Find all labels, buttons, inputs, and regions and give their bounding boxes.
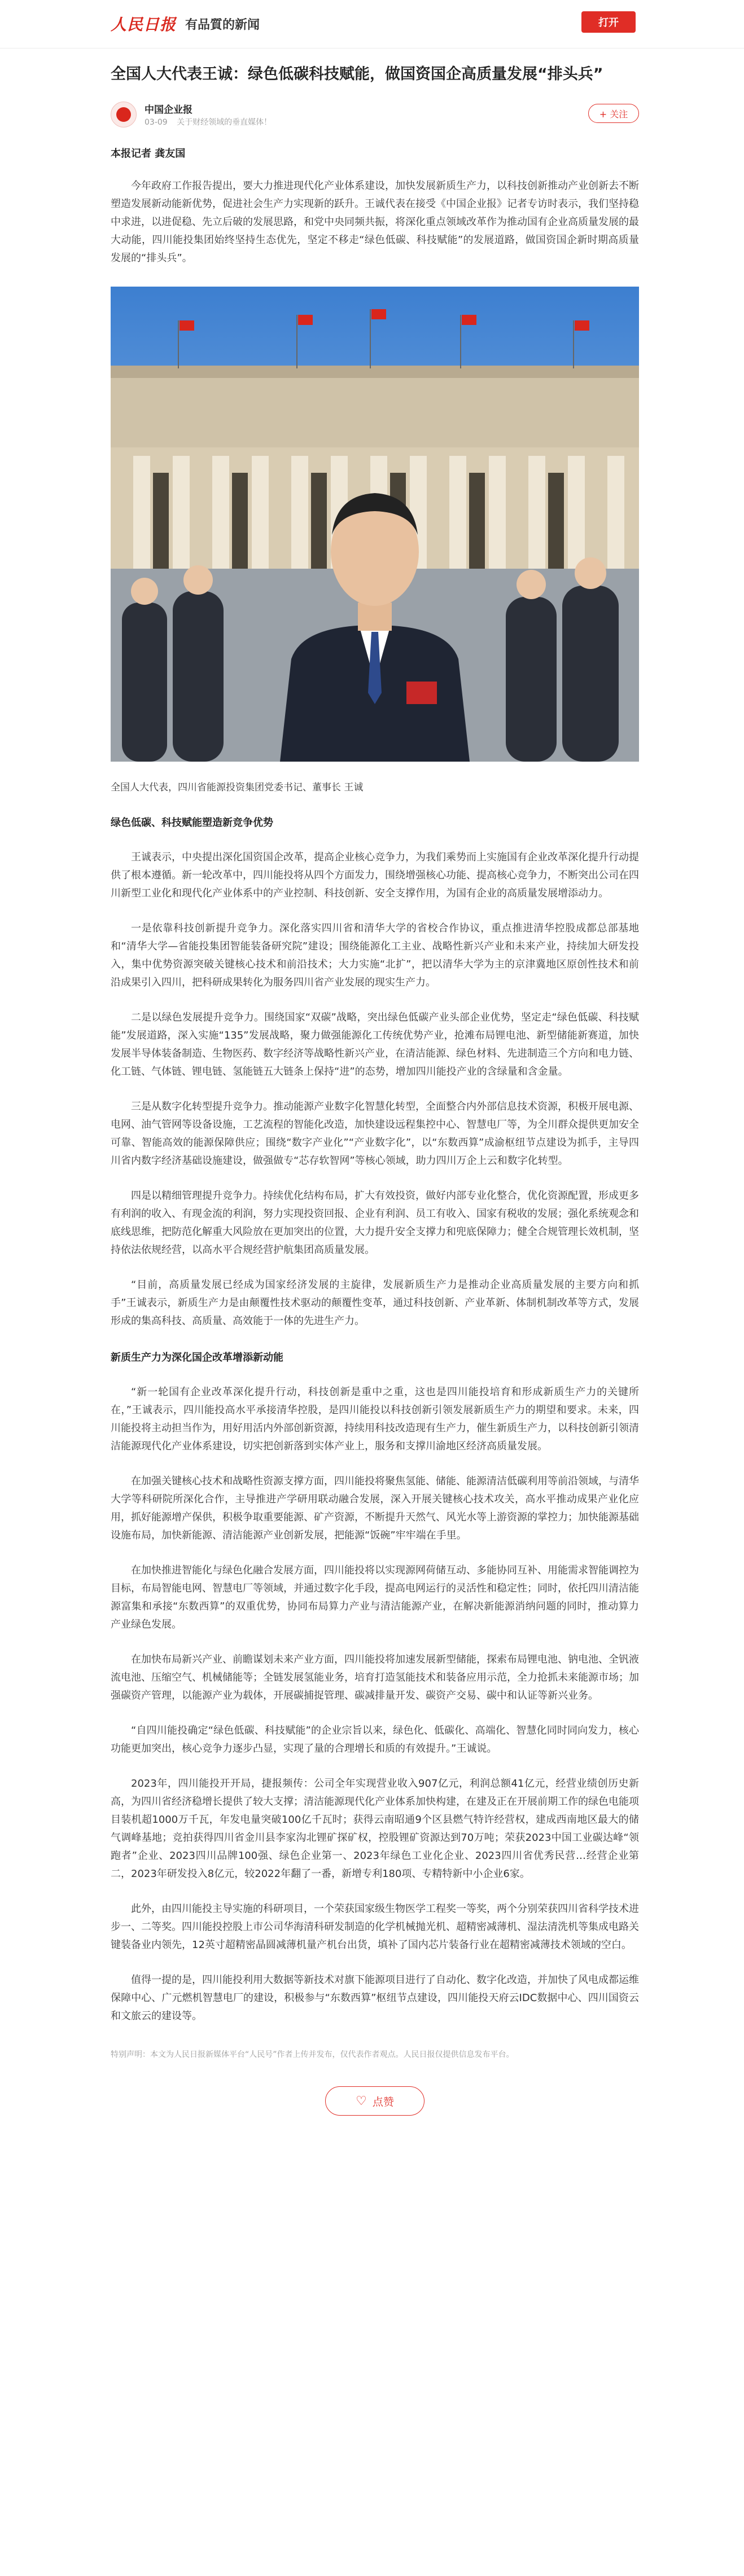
body-paragraph: 在加强关键核心技术和战略性资源支撑方面，四川能投将聚焦氢能、储能、能源清洁低碳利用等前沿领域，与清华大学等科研院所深化合作，主导推进产学研用联动融合发展，深入开展关键核心技术攻关，高水平推动成果产业化应用，抓好能源增产保供，积极争取重要能源、矿产资源，不断提升天然气、风光水等上游资源的掌控力；加快能源基础设施布局，加快新能源、清洁能源产业创新发展，把能源“饭碗”牢牢端在手里。 <box>111 1475 639 1541</box>
brand-logo: 人民日报 <box>111 15 177 34</box>
intro-paragraph: 今年政府工作报告提出，要大力推进现代化产业体系建设，加快发展新质生产力，以科技创新推动产业创新去不断塑造发展新动能新优势，促进社会生产力实现新的跃升。王诚代表在接受《中国企业报》记者专访时表示，我们坚持稳中求进，以进促稳、先立后破的发展思路，和党中央同频共振，将深化重点领域改革作为推动国有企业高质量发展的最大动能，四川能投集团始终坚持生态优先，坚定不移走“绿色低碳、科技赋能”的发展道路，做国资国企新时期高质量发展的“排头兵”。 <box>111 180 639 264</box>
body-paragraph: 三是从数字化转型提升竞争力。推动能源产业数字化智慧化转型，全面整合内外部信息技术资源，积极开展电源、电网、油气管网等设备设施，工艺流程的智能化改造，加快建设远程集控中心、智慧电厂等，为全川群众提供更加安全可靠、智能高效的能源保障供应；围绕“数字产业化”“产业数字化”，以“东数西算”成渝枢纽节点建设为抓手，主导四川省内数字经济基础设施建设，做强做专“芯存软智网”等核心领域，助力四川万企上云和数字化转型。 <box>111 1101 639 1167</box>
photo-illustration <box>111 287 639 762</box>
article-photo <box>111 287 639 762</box>
avatar[interactable] <box>111 102 137 128</box>
like-label: 点赞 <box>372 2095 394 2108</box>
brand[interactable] <box>111 12 260 35</box>
publish-date: 03-09 <box>145 118 168 127</box>
body-paragraph: 此外，由四川能投主导实施的科研项目，一个荣获国家级生物医学工程奖一等奖，两个分别荣获四川省科学技术进步一、二等奖。四川能投控股上市公司华海清科研发制造的化学机械抛光机、超精密减薄机、湿法清洗机等集成电路关键装备业内领先，12英寸超精密晶圆减薄机量产机台出货，填补了国内芯片装备行业在超精密减薄技术领域的空白。 <box>111 1903 639 1951</box>
article <box>111 63 639 2149</box>
body-paragraph: “新一轮国有企业改革深化提升行动，科技创新是重中之重，这也是四川能投培育和形成新质生产力的关键所在，”王诚表示，四川能投高水平承接清华控股，是四川能投以科技创新引领发展新质生产力的期望和要求。未来，四川能投将主动担当作为，用好用活内外部创新资源，持续用科技改造现有生产力，催生新质生产力，以科技创新引领清洁能源现代化产业体系建设，切实把创新落到实体产业上，服务和支撑川渝地区经济高质量发展。 <box>111 1386 639 1452</box>
photo-caption: 全国人大代表，四川省能源投资集团党委书记、董事长 王诚 <box>111 782 364 793</box>
author-name[interactable]: 中国企业报 <box>145 104 192 116</box>
disclaimer: 特别声明：本文为人民日报新媒体平台“人民号”作者上传并发布，仅代表作者观点。人民日报仅提供信息发布平台。 <box>111 2050 514 2059</box>
brand-slogan: 有品質的新闻 <box>185 17 260 32</box>
body-paragraph: 2023年，四川能投开开局，捷报频传：公司全年实现营业收入907亿元，利润总额41亿元，经营业绩创历史新高，为四川省经济稳增长提供了较大支撑；清洁能源现代化产业体系加快构建，在建及正在开展前期工作的绿色电能项目装机超1000万千瓦，年发电量突破100亿千瓦时；获得云南昭通9个区县燃气特许经营权，建成西南地区最大的储气调峰基地；竞拍获得四川省金川县李家沟北锂矿探矿权，控股锂矿资源达到70万吨；荣获2023中国工业碳达峰“领跑者”企业、2023四川品牌100强、绿色企业第一、2023年绿色工业化企业、2023四川省优秀民营…经营企业第二，2023年研发投入8亿元，较2022年翻了一番，新增专利180项、专精特新中小企业6家。 <box>111 1778 639 1880</box>
body-paragraph: 在加快布局新兴产业、前瞻谋划未来产业方面，四川能投将加速发展新型储能，探索布局锂电池、钠电池、全钒液流电池、压缩空气、机械储能等；全链发展氢能业务，培育打造氢能技术和装备应用示范，全力抢抓未来能源市场；加强碳资产管理，以能源产业为载体，开展碳捕捉管理、碳减排量开发、碳资产交易、碳中和认证等新兴业务。 <box>111 1654 639 1702</box>
body-paragraph: 王诚表示，中央提出深化国资国企改革，提高企业核心竞争力，为我们乘势而上实施国有企业改革深化提升行动提供了根本遵循。新一轮改革中，四川能投将从四个方面发力，围绕增强核心功能、提高核心竞争力，不断突出公司在四川新型工业化和现代化产业体系中的产业控制、科技创新、安全支撑作用，为国有企业的高质量发展增添动力。 <box>111 851 639 899</box>
top-bar <box>0 0 744 49</box>
article-body <box>111 815 639 2025</box>
like-button[interactable] <box>325 2086 424 2116</box>
author-meta <box>145 116 278 128</box>
body-paragraph: 在加快推进智能化与绿色化融合发展方面，四川能投将以实现源网荷储互动、多能协同互补、用能需求智能调控为目标，布局智能电网、智慧电厂等领域，并通过数字化手段，提高电网运行的灵活性和稳定性；同时，依托四川清洁能源富集和承接“东数西算”的双重优势，协同布局算力产业与清洁能源产业，在解决新能源消纳问题的同时，推动算力产业绿色发展。 <box>111 1564 639 1630</box>
like-row <box>111 2086 639 2116</box>
body-paragraph: “目前，高质量发展已经成为国家经济发展的主旋律，发展新质生产力是推动企业高质量发展的主要方向和抓手”王诚表示，新质生产力是由颠覆性技术驱动的颠覆性变革，通过科技创新、产业革新、体制机制改革等方式，发展形成的集高科技、高质量、高效能于一体的先进生产力。 <box>111 1279 639 1327</box>
body-paragraph: “自四川能投确定“绿色低碳、科技赋能”的企业宗旨以来，绿色化、低碳化、高端化、智慧化同时同向发力，核心功能更加突出，核心竞争力逐步凸显，实现了量的合理增长和质的有效提升。”王诚说。 <box>111 1725 639 1755</box>
section-heading: 绿色低碳、科技赋能塑造新竞争优势 <box>111 817 273 829</box>
section-heading: 新质生产力为深化国企改革增添新动能 <box>111 1352 283 1364</box>
article-title: 全国人大代表王诚：绿色低碳科技赋能，做国资国企高质量发展“排头兵” <box>111 65 603 83</box>
body-paragraph: 一是依靠科技创新提升竞争力。深化落实四川省和清华大学的省校合作协议，重点推进清华控股成都总部基地和“清华大学—省能投集团智能装备研究院”建设；围绕能源化工主业、战略性新兴产业和未来产业，持续加大研发投入，集中优势资源突破关键核心技术和前沿技术；大力实施“北扩”，把以清华大学为主的京津冀地区原创性技术和前沿成果引入四川，把科研成果转化为服务四川省产业发展的现实生产力。 <box>111 922 639 988</box>
follow-button[interactable]: + 关注 <box>588 104 639 123</box>
body-paragraph: 二是以绿色发展提升竞争力。围绕国家“双碳”战略，突出绿色低碳产业头部企业优势，坚定走“绿色低碳、科技赋能”发展道路，深入实施“135”发展战略，聚力做强能源化工传统优势产业，抢滩布局锂电池、新型储能新赛道，加快发展半导体装备制造、生物医药、数字经济等战略性新兴产业，在清洁能源、绿色材料、先进制造三个方向和电力链、化工链、气体链、锂电链、氢能链五大链条上保持“进”的态势，增加四川能投产业的含绿量和含金量。 <box>111 1012 639 1078</box>
avatar-logo-icon <box>116 107 131 122</box>
heart-icon: ♡ <box>356 2094 367 2108</box>
author-row <box>111 100 639 132</box>
author-description: 关于财经领域的垂直媒体！ <box>177 118 272 127</box>
open-app-button[interactable]: 打开 <box>581 11 636 33</box>
body-paragraph: 值得一提的是，四川能投利用大数据等新技术对旗下能源项目进行了自动化、数字化改造，并加快了风电成都运维保障中心、广元燃机智慧电厂的建设，积极参与“东数西算”枢纽节点建设，四川能投天府云IDC数据中心、四川国资云和文旅云的建设等。 <box>111 1974 639 2022</box>
byline: 本报记者 龚友国 <box>111 148 186 160</box>
body-paragraph: 四是以精细管理提升竞争力。持续优化结构布局，扩大有效投资，做好内部专业化整合，优化资源配置，形成更多有利润的收入、有现金流的利润，努力实现投资回报、企业有利润、员工有收入、国家有税收的发展；强化系统观念和底线思维，把防范化解重大风险放在更加突出的位置，大力提升安全支撑力和兜底保障力；健全合规管理长效机制，坚持依法依规经营，以高水平合规经营护航集团高质量发展。 <box>111 1190 639 1256</box>
